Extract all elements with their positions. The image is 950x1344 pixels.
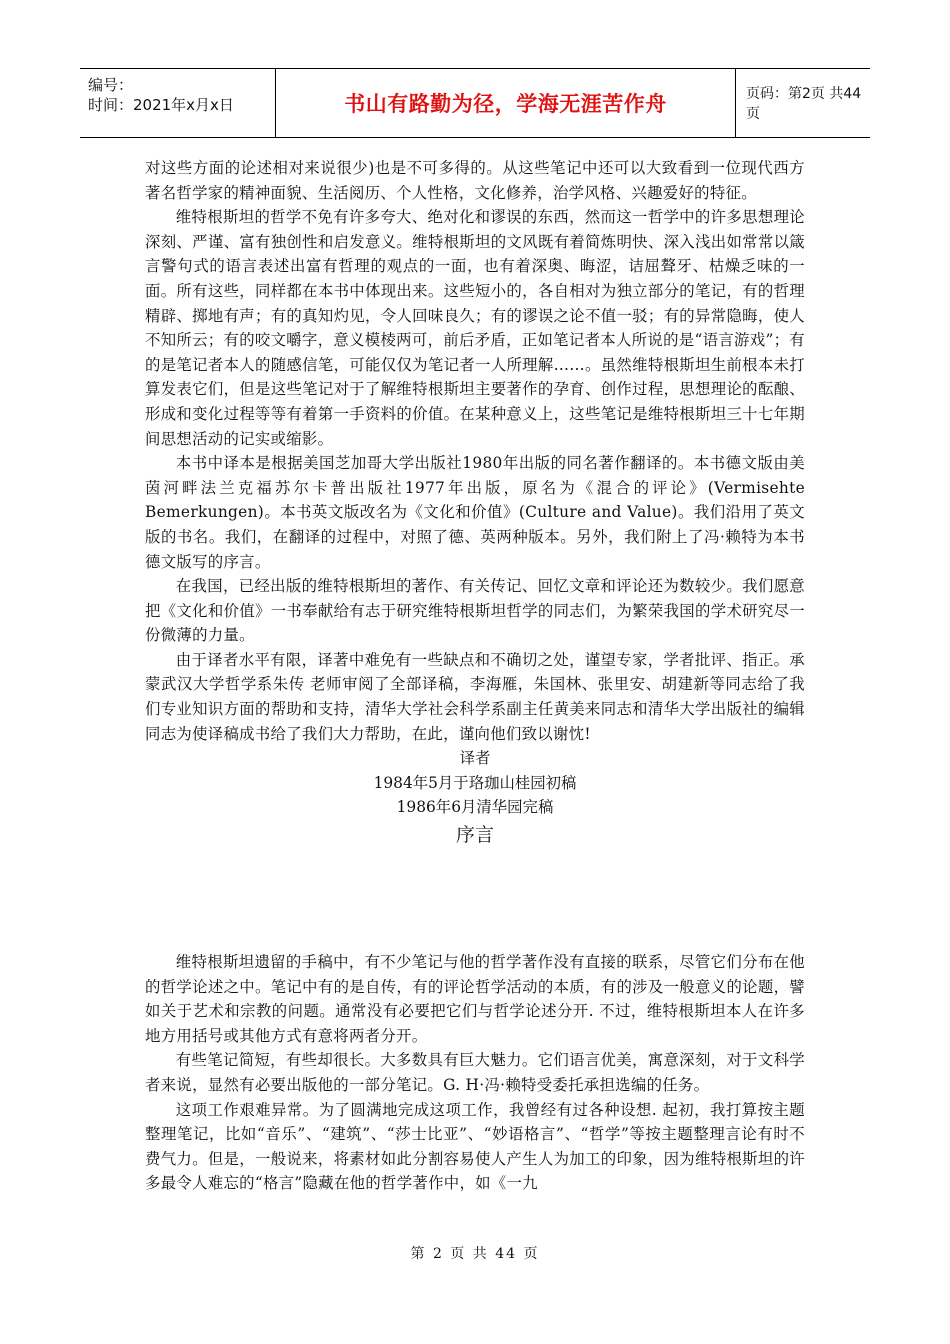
page-header	[80, 68, 870, 138]
header-meta-cell	[80, 69, 276, 137]
paragraph: 有些笔记简短，有些却很长。大多数具有巨大魅力。它们语言优美，寓意深刻，对于文科学者来说，显然有必要出版他的一部分笔记。G. H·冯·赖特受委托承担选编的任务。	[145, 1051, 805, 1094]
draft-date: 1984年5月于珞珈山桂园初稿	[373, 773, 577, 792]
paragraph: 这项工作艰难异常。为了圆满地完成这项工作，我曾经有过各种设想. 起初，我打算按主题整理笔记，比如“音乐”、“建筑”、“莎士比亚”、“妙语格言”、“哲学”等按主题整理言论有时不费气力。但是，一般说来，将素材如此分割容易使人产生人为加工的印象，因为维特根斯坦的许多最令人难忘的“格言”隐藏在他的哲学著作中，如《一九	[145, 1100, 805, 1193]
section-title: 序言	[455, 824, 494, 847]
header-motto-cell	[276, 69, 736, 137]
blank-space	[145, 850, 805, 950]
time-label: 时间：2021年x月x日	[88, 96, 234, 114]
translator-signature: 译者	[459, 749, 491, 768]
paragraph: 维特根斯坦的哲学不免有许多夸大、绝对化和谬误的东西，然而这一哲学中的许多思想理论深刻、严谨、富有独创性和启发意义。维特根斯坦的文风既有着简炼明快、深入浅出如常常以箴言警句式的语言表述出富有哲理的观点的一面，也有着深奥、晦涩，诘屈聱牙、枯燥乏味的一面。所有这些，同样都在本书中体现出来。这些短小的，各自相对为独立部分的笔记，有的哲理精辟、掷地有声；有的真知灼见，令人回味良久；有的谬误之论不值一驳；有的异常隐晦，使人不知所云；有的咬文嚼字，意义模棱两可，前后矛盾，正如笔记者本人所说的是“语言游戏”；有的是笔记者本人的随感信笔，可能仅仅为笔记者一人所理解……。虽然维特根斯坦生前根本未打算发表它们，但是这些笔记对于了解维特根斯坦主要著作的孕育、创作过程，思想理论的酝酿、形成和变化过程等等有着第一手资料的价值。在某种意义上，这些笔记是维特根斯坦三十七年期间思想活动的记实或缩影。	[145, 208, 805, 448]
final-date: 1986年6月清华园完稿	[396, 798, 554, 817]
page-footer: 第 2 页 共 44 页	[410, 1246, 540, 1262]
header-page-info: 页码：第2页 共44页	[746, 86, 862, 122]
number-label: 编号：	[88, 76, 134, 94]
motto-text: 书山有路勤为径，学海无涯苦作舟	[344, 92, 667, 116]
paragraph: 在我国，已经出版的维特根斯坦的著作、有关传记、回忆文章和评论还为数较少。我们愿意把《文化和价值》一书奉献给有志于研究维特根斯坦哲学的同志们，为繁荣我国的学术研究尽一份微薄的力量。	[145, 577, 805, 645]
paragraph: 维特根斯坦遗留的手稿中，有不少笔记与他的哲学著作没有直接的联系，尽管它们分布在他的哲学论述之中。笔记中有的是自传，有的评论哲学活动的本质，有的涉及一般意义的论题，譬如关于艺术和宗教的问题。通常没有必要把它们与哲学论述分开. 不过，维特根斯坦本人在许多地方用括号或其他方式有意将两者分开。	[145, 953, 805, 1045]
document-body	[145, 156, 805, 1196]
paragraph: 本书中译本是根据美国芝加哥大学出版社1980年出版的同名著作翻译的。本书德文版由美茵河畔法兰克福苏尔卡普出版社1977年出版，原名为《混合的评论》(Vermisehte Bemerkungen)。本书英文版改名为《文化和价值》(Culture and Value)。我们沿用了英文版的书名。我们，在翻译的过程中，对照了德、英两种版本。另外，我们附上了冯·赖特为本书德文版写的序言。	[145, 454, 805, 571]
paragraph: 由于译者水平有限，译著中难免有一些缺点和不确切之处，谨望专家，学者批评、指正。承蒙武汉大学哲学系朱传 老师审阅了全部译稿，李海雁，朱国林、张里安、胡建新等同志给了我们专业知识方面的帮助和支持，清华大学社会科学系副主任黄美来同志和清华大学出版社的编辑同志为使译稿成书给了我们大力帮助，在此，谨向他们致以谢忱!	[145, 650, 805, 743]
paragraph: 对这些方面的论述相对来说很少)也是不可多得的。从这些笔记中还可以大致看到一位现代西方著名哲学家的精神面貌、生活阅历、个人性格，文化修养，治学风格、兴趣爱好的特征。	[145, 159, 805, 202]
